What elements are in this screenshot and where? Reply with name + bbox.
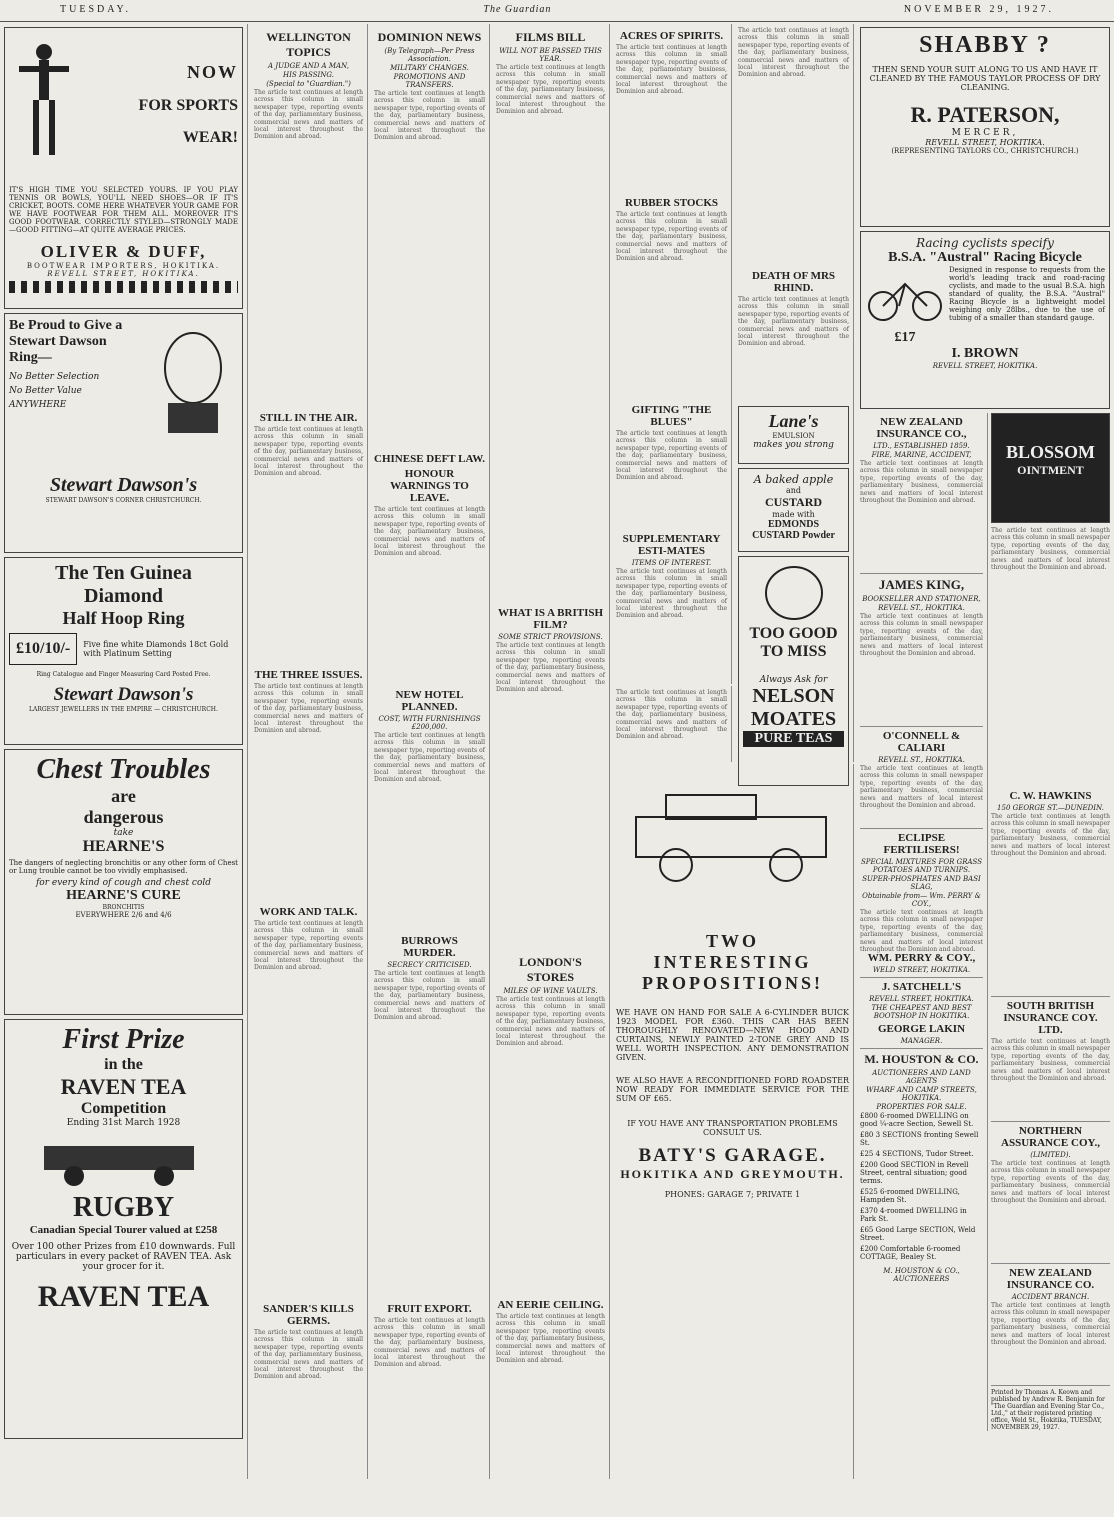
lakin-name: GEORGE LAKIN (877, 1023, 966, 1035)
oconnel-caliari: O'CONNELL & CALIARI (882, 730, 961, 754)
article-text: The article text continues at length across this column in small newspaper type, reporting events of the day, parliamentary business, commercial news and matters of local interest throughout the Dominion and abroad. (374, 732, 485, 784)
article-text: The article text continues at length across this column in small newspaper type, reporting events of the day, parliamentary business, commercial news and matters of local interest throughout the Dominion and abroad. (990, 527, 1110, 572)
masthead (0, 0, 1114, 22)
hawkins-addr: 150 GEORGE ST.—DUNEDIN. (997, 804, 1104, 812)
james-king-addr: REVELL ST., HOKITIKA. (878, 604, 965, 612)
shabby-title: SHABBY ? (919, 32, 1051, 58)
article-text: The article text continues at length across this column in small newspaper type, reporting events of the day, parliamentary business, commercial news and matters of local interest throughout the Dominion and abroad. (738, 296, 849, 348)
batys-transport: IF YOU HAVE ANY TRANSPORTATION PROBLEMS CONSULT US. (627, 1119, 838, 1137)
eclipse-sub3: Obtainable from— Wm. PERRY & COY., (862, 892, 981, 908)
eclipse-sub1: SPECIAL MIXTURES FOR GRASS POTATOES AND TURNIPS. (860, 858, 982, 874)
paterson-addr: REVELL STREET, HOKITIKA. (925, 138, 1045, 147)
divider (860, 828, 983, 829)
oliver-duff-firm: OLIVER & DUFF, (40, 242, 207, 261)
ornament-border (9, 281, 238, 293)
wellington-h2: STILL IN THE AIR. (259, 412, 358, 424)
perry-addr: WELD STREET, HOKITIKA. (872, 966, 971, 974)
guinea-title2: Diamond (84, 585, 163, 607)
property-item: £525 6-roomed DWELLING, Hampden St. (860, 1188, 960, 1204)
bsa-price: £17 (894, 330, 916, 345)
batys-interesting: INTERESTING (653, 952, 812, 972)
gifting-blues: GIFTING "THE BLUES" (631, 404, 712, 428)
hearne-sub: BRONCHITIS (102, 904, 145, 911)
eerie-ceiling: AN EERIE CEILING. (497, 1299, 604, 1311)
hearnes-ad (4, 749, 243, 1015)
hearne-are: are (111, 786, 136, 806)
london-sub: MILES OF WINE VAULTS. (503, 987, 598, 995)
wellington-sub2: HIS PASSING. (283, 71, 334, 79)
dominion-h7: SECRECY CRITICISED. (387, 961, 472, 969)
apple-line1: A baked apple (753, 473, 834, 486)
article-text: The article text continues at length across this column in small newspaper type, reporting events of the day, parliamentary business, commercial news and matters of local interest throughout the Dominion and abroad. (990, 1302, 1110, 1347)
pure-teas: PURE TEAS (743, 731, 844, 747)
apple-line5: EDMONDS CUSTARD Powder (752, 519, 835, 541)
apple-line2: and (785, 486, 802, 495)
paterson-rep: (REPRESENTING TAYLORS CO., CHRISTCHURCH.) (891, 147, 1079, 155)
northern-sub: (LIMITED). (1030, 1151, 1071, 1159)
shabby-body: THEN SEND YOUR SUIT ALONG TO US AND HAVE IT CLEANED BY THE FAMOUS TAYLOR PROCESS OF DRY CLEANING. (869, 65, 1101, 92)
paterson-name: R. PATERSON, (910, 102, 1060, 127)
raven-comp: Competition (80, 1100, 167, 1117)
article-text: The article text continues at length across this column in small newspaper type, reporting events of the day, parliamentary business, commercial news and matters of local interest throughout the Dominion and abroad. (254, 89, 363, 141)
article-text: The article text continues at length across this column in small newspaper type, reporting events of the day, parliamentary business, commercial news and matters of local interest throughout the Dominion and abroad. (990, 813, 1110, 858)
guinea-desc: Five fine white Diamonds 18ct Gold with Platinum Setting (83, 640, 229, 658)
rubber-stocks: RUBBER STOCKS (624, 197, 719, 209)
guinea-addr: LARGEST JEWELLERS IN THE EMPIRE — CHRISTCHURCH. (29, 706, 218, 713)
wellington-special: (Special to "Guardian.") (266, 80, 351, 88)
dominion-h2: CHINESE DEFT LAW. (374, 453, 485, 465)
bsa-body: Designed in response to requests from the world's leading track and road-racing cyclists, and made to the usual B.S.A. high standard of quality, the B.S.A. "Austral" Racing Bicycle is a lightweight model weighing only 28lbs., due to the use of tubing of a smaller than standard gauge. (949, 266, 1105, 322)
stewart-dawson-ring-ad (4, 313, 243, 553)
dominion-h5: COST, WITH FURNISHINGS £200,000. (378, 715, 481, 731)
raven-in: in the (104, 1056, 143, 1073)
stewart-note2: No Better Value (9, 386, 82, 396)
raven-first: First Prize (62, 1024, 185, 1055)
dominion-h8: FRUIT EXPORT. (387, 1303, 472, 1315)
oconnel-addr: REVELL ST., HOKITIKA. (878, 756, 965, 764)
blossom-ointment-ad (991, 413, 1110, 523)
wellington-topics-title: WELLINGTON TOPICS (266, 30, 351, 59)
london-stores-title: LONDON'S STORES (519, 955, 582, 984)
article-text: The article text continues at length across this column in small newspaper type, reporting events of the day, parliamentary business, commercial news and matters of local interest throughout the Dominion and abroad. (254, 426, 363, 478)
stewart-note3: ANYWHERE (9, 400, 67, 410)
dominion-sub2: MILITARY CHANGES. (390, 64, 469, 72)
column-2 (250, 24, 368, 1479)
article-text: The article text continues at length across this column in small newspaper type, reporting events of the day, parliamentary business, commercial news and matters of local interest throughout the Dominion and abroad. (990, 1038, 1110, 1083)
guinea-title3: Half Hoop Ring (62, 608, 185, 628)
property-item: £370 4-roomed DWELLING in Park St. (860, 1207, 967, 1223)
divider (991, 1121, 1110, 1122)
article-text: The article text continues at length across this column in small newspaper type, reporting events of the day, parliamentary business, commercial news and matters of local interest throughout the Dominion and abroad. (990, 1160, 1110, 1205)
eclipse-title: ECLIPSE FERTILISERS! (883, 832, 960, 856)
apple-line4: made with (772, 510, 815, 519)
satchell-name: J. SATCHELL'S (881, 981, 962, 993)
article-text: The article text continues at length across this column in small newspaper type, reporting events of the day, parliamentary business, commercial news and matters of local interest throughout the Dominion and abroad. (254, 920, 363, 972)
property-item: £65 Good Large SECTION, Weld Street. (860, 1226, 976, 1242)
houston-sub1: AUCTIONEERS AND LAND AGENTS (872, 1069, 971, 1085)
article-text: The article text continues at length across this column in small newspaper type, reporting events of the day, parliamentary business, commercial news and matters of local interest throughout the Dominion and abroad. (860, 460, 983, 505)
column-5 (612, 24, 732, 684)
property-item: £200 Good SECTION in Revell Street, central situation; good terms. (860, 1161, 969, 1185)
divider (991, 1385, 1110, 1386)
article-text: The article text continues at length across this column in small newspaper type, reporting events of the day, parliamentary business, commercial news and matters of local interest throughout the Dominion and abroad. (374, 1317, 485, 1369)
article-text: The article text continues at length across this column in small newspaper type, reporting events of the day, parliamentary business, commercial news and matters of local interest throughout the Dominion and abroad. (374, 506, 485, 558)
article-text: The article text continues at length across this column in small newspaper type, reporting events of the day, parliamentary business, commercial news and matters of local interest throughout the Dominion and abroad. (496, 642, 605, 694)
dominion-sub3: PROMOTIONS AND TRANSFERS. (393, 73, 466, 89)
column-7 (856, 24, 1114, 1479)
stewart-brand: Stewart Dawson's (49, 474, 198, 496)
guinea-brand: Stewart Dawson's (53, 684, 194, 705)
wellington-sub1: A JUDGE AND A MAN, (268, 62, 349, 70)
films-sub1: WILL NOT BE PASSED THIS YEAR. (499, 47, 602, 63)
column-3 (370, 24, 490, 1479)
nzins-title: NEW ZEALAND INSURANCE CO., (876, 416, 967, 440)
batys-propositions: PROPOSITIONS! (641, 973, 824, 993)
bsa-line2: B.S.A. "Austral" Racing Bicycle (888, 250, 1082, 265)
masthead-date: NOVEMBER 29, 1927. (903, 4, 1054, 15)
batys-phones: PHONES: GARAGE 7; PRIVATE 1 (664, 1190, 801, 1199)
eclipse-sub2: SUPER-PHOSPHATES AND BASI SLAG, (862, 875, 981, 891)
raven-canadian: Canadian Special Tourer valued at £258 (29, 1224, 218, 1236)
hearne-dangerous: dangerous (83, 807, 164, 827)
nzins-sub2: FIRE, MARINE, ACCIDENT, (871, 451, 972, 459)
column-4 (492, 24, 610, 1479)
article-text: The article text continues at length across this column in small newspaper type, reporting events of the day, parliamentary business, commercial news and matters of local interest throughout the Dominion and abroad. (254, 683, 363, 735)
oliver-duff-trade: BOOTWEAR IMPORTERS, HOKITIKA. (26, 262, 221, 270)
stewart-line3: Ring— (9, 350, 52, 365)
satchell-tag: THE CHEAPEST AND BEST BOOTSHOP IN HOKITIKA. (871, 1004, 972, 1020)
lanes-title: Lane's (768, 411, 819, 431)
always-ask: Always Ask for (759, 675, 828, 685)
sanders-heading: SANDER'S KILLS GERMS. (263, 1303, 354, 1327)
article-text: The article text continues at length across this column in small newspaper type, reporting events of the day, parliamentary business, commercial news and matters of local interest throughout the Dominion and abroad. (496, 996, 605, 1048)
houston-name: M. HOUSTON & CO. (864, 1052, 979, 1066)
masthead-paper: The Guardian (483, 4, 552, 15)
perry-name: WM. PERRY & COY., (867, 952, 976, 964)
blossom-title: BLOSSOM (1005, 442, 1095, 462)
article-text: The article text continues at length across this column in small newspaper type, reporting events of the day, parliamentary business, commercial news and matters of local interest throughout the Dominion and abroad. (616, 568, 727, 620)
column-1 (0, 24, 248, 1479)
raven-ending: Ending 31st March 1928 (66, 1118, 181, 1128)
lanes-tag: makes you strong (753, 440, 834, 450)
edmonds-custard-ad (738, 468, 849, 552)
houston-sub3: PROPERTIES FOR SALE. (876, 1103, 967, 1111)
batys-name: BATY'S GARAGE. (638, 1145, 827, 1166)
article-text: The article text continues at length across this column in small newspaper type, reporting events of the day, parliamentary business, commercial news and matters of local interest throughout the Dominion and abroad. (496, 1313, 605, 1365)
lakin-role: MANAGER. (900, 1037, 943, 1045)
bsa-line1: Racing cyclists specify (916, 236, 1054, 250)
guinea-footer: Ring Catalogue and Finger Measuring Card Posted Free. (36, 671, 211, 678)
oliver-duff-street: REVELL STREET, HOKITIKA. (47, 270, 200, 278)
items-interest: ITEMS OF INTEREST. (631, 559, 712, 567)
stewart-line1: Be Proud to Give a (9, 318, 123, 333)
satchell-addr: REVELL STREET, HOKITIKA. (869, 995, 974, 1003)
dominion-h6: BURROWS MURDER. (401, 935, 458, 959)
bicycle-illustration (865, 266, 945, 326)
wellington-h4: WORK AND TALK. (259, 906, 358, 918)
films-h2: WHAT IS A BRITISH FILM? (497, 607, 604, 631)
bsa-bicycle-ad (860, 231, 1110, 409)
shabby-ad (860, 27, 1110, 227)
stewart-note1: No Better Selection (9, 372, 100, 382)
raven-brand: RAVEN TEA (37, 1280, 210, 1313)
hearne-tag: for every kind of cough and chest cold (35, 878, 212, 888)
dominion-h4: NEW HOTEL PLANNED. (395, 689, 464, 713)
northern-title: NORTHERN ASSURANCE COY., (1001, 1125, 1100, 1149)
athlete-illustration (9, 32, 79, 182)
ten-guinea-ring-ad (4, 557, 243, 745)
stewart-addr: STEWART DAWSON'S CORNER CHRISTCHURCH. (45, 497, 202, 504)
divider (860, 726, 983, 727)
hearne-everywhere: EVERYWHERE 2/6 and 4/6 (75, 911, 172, 919)
bsa-addr: REVELL STREET, HOKITIKA. (932, 362, 1038, 370)
article-text: The article text continues at length across this column in small newspaper type, reporting events of the day, parliamentary business, commercial news and matters of local interest throughout the Dominion and abroad. (254, 1329, 363, 1381)
property-item: £25 4 SECTIONS, Tudor Street. (860, 1150, 974, 1158)
lanes-emulsion-ad (738, 406, 849, 464)
stewart-line2: Stewart Dawson (9, 334, 107, 349)
sports-line1: NOW (187, 62, 238, 82)
films-bill-title: FILMS BILL (515, 30, 586, 44)
death-mrs-rhind: DEATH OF MRS RHIND. (751, 270, 836, 294)
batys-body2: WE ALSO HAVE A RECONDITIONED FORD ROADSTER NOW READY FOR IMMEDIATE SERVICE FOR THE SUM OF £65. (616, 1076, 849, 1103)
batys-garage-ad (612, 764, 854, 1479)
divider (860, 573, 983, 574)
batys-body1: WE HAVE ON HAND FOR SALE A 6-CYLINDER BUICK 1923 MODEL FOR £360. THIS CAR HAS BEEN THOROUGHLY RENOVATED—NEW HOOD AND CURTAINS, NEWLY PAINTED 2-TONE GREY AND IS WELL WORTH INSPECTION. ANY DEMONSTRATION GIVEN. (616, 1008, 849, 1062)
houston-sub2: WHARF AND CAMP STREETS, HOKITIKA. (866, 1086, 977, 1102)
article-text: The article text continues at length across this column in small newspaper type, reporting events of the day, parliamentary business, commercial news and matters of local interest throughout the Dominion and abroad. (860, 765, 983, 810)
james-king-trade: BOOKSELLER AND STATIONER, (862, 595, 981, 603)
hawkins-name: C. W. HAWKINS (1009, 790, 1092, 802)
article-text: The article text continues at length across this column in small newspaper type, reporting events of the day, parliamentary business, commercial news and matters of local interest throughout the Dominion and abroad. (738, 27, 849, 79)
divider (860, 1048, 983, 1049)
property-item: £200 Comfortable 6-roomed COTTAGE, Bealey St. (860, 1245, 961, 1261)
bsa-brown: I. BROWN (951, 346, 1019, 361)
nelson-moates: NELSON MOATES (750, 685, 837, 730)
hearne-take: take (113, 828, 134, 838)
apple-line3: CUSTARD (764, 495, 823, 509)
nzacc-sub: ACCIDENT BRANCH. (1011, 1293, 1090, 1301)
dominion-h3: HONOUR WARNINGS TO LEAVE. (390, 468, 469, 504)
batys-two: TWO (705, 931, 759, 951)
divider (991, 996, 1110, 997)
property-item: £800 6-roomed DWELLING on good ¼-acre Section, Sewell St. (860, 1112, 974, 1128)
article-text: The article text continues at length across this column in small newspaper type, reporting events of the day, parliamentary business, commercial news and matters of local interest throughout the Dominion and abroad. (616, 689, 727, 741)
hearne-body: The dangers of neglecting bronchitis or any other form of Chest or Lung trouble cannot be too vividly emphasised. (9, 859, 238, 875)
column-5-lower (612, 686, 732, 762)
property-item: £80 3 SECTIONS fronting Sewell St. (860, 1131, 979, 1147)
dominion-sub1: (By Telegraph—Per Press Association. (384, 47, 475, 63)
james-king: JAMES KING, (878, 577, 965, 592)
sbi-title: SOUTH BRITISH INSURANCE COY. LTD. (1003, 1000, 1098, 1036)
divider (991, 1263, 1110, 1264)
car-illustration (616, 767, 846, 907)
masthead-day: TUESDAY. (60, 4, 131, 15)
face-illustration (744, 561, 844, 621)
blossom-sub: OINTMENT (1017, 463, 1084, 477)
column-6 (734, 24, 854, 762)
to-miss: TO MISS (760, 643, 827, 660)
sports-line2: FOR SPORTS (138, 97, 238, 114)
raven-name: RAVEN TEA (60, 1074, 187, 1099)
article-text: The article text continues at length across this column in small newspaper type, reporting events of the day, parliamentary business, commercial news and matters of local interest throughout the Dominion and abroad. (860, 613, 983, 658)
nzins-sub1: LTD., ESTABLISHED 1859. (873, 442, 970, 450)
houston-footer: M. HOUSTON & CO., AUCTIONEERS (883, 1267, 960, 1283)
raven-rugby: RUGBY (72, 1192, 175, 1223)
supplementary-estimates: SUPPLEMENTARY ESTI-MATES (622, 533, 721, 557)
sports-line3: WEAR! (182, 129, 238, 146)
hearne-title: Chest Troubles (36, 754, 211, 785)
article-text: The article text continues at length across this column in small newspaper type, reporting events of the day, parliamentary business, commercial news and matters of local interest throughout the Dominion and abroad. (374, 970, 485, 1022)
nelson-moates-ad (738, 556, 849, 786)
too-good: TOO GOOD (749, 625, 838, 642)
sports-ad (4, 27, 243, 309)
article-text: The article text continues at length across this column in small newspaper type, reporting events of the day, parliamentary business, commercial news and matters of local interest throughout the Dominion and abroad. (860, 909, 983, 954)
dominion-news-title: DOMINION NEWS (377, 30, 482, 44)
hearne-name: HEARNE'S (82, 838, 165, 855)
gentleman-portrait (148, 318, 238, 438)
printer-imprint: Printed by Thomas A. Keown and published by Andrew R. Benjamin for "The Guardian and Evening Star Co., Ltd.," at their registered printing office, Weld St., Hokitika, TUESDAY, NOVEMBER 29, 1927. (990, 1389, 1105, 1431)
guinea-title: The Ten Guinea (55, 562, 192, 584)
acres-spirits: ACRES OF SPIRITS. (619, 30, 724, 42)
sports-body: IT'S HIGH TIME YOU SELECTED YOURS. IF YOU PLAY TENNIS OR BOWLS, YOU'LL NEED SHOES—OR IF IT'S CRICKET, BOOTS. COME HERE WHATEVER YOUR GAME FOR WE HAVE FOOTWEAR FOR THEM ALL. MOREOVER IT'S GOOD FOOTWEAR. CORRECTLY STYLED—STRONGLY MADE—GOOD FITTING—AT QUITE AVERAGE PRICES. (9, 186, 238, 234)
hearne-brand: HEARNE'S CURE (66, 888, 181, 903)
divider (860, 977, 983, 978)
guinea-price: £10/10/- (9, 633, 77, 665)
paterson-mercer: MERCER, (951, 128, 1019, 138)
films-h3: SOME STRICT PROVISIONS. (498, 633, 603, 641)
article-text: The article text continues at length across this column in small newspaper type, reporting events of the day, parliamentary business, commercial news and matters of local interest throughout the Dominion and abroad. (616, 44, 727, 96)
nzacc-title: NEW ZEALAND INSURANCE CO. (1006, 1267, 1095, 1291)
batys-where: HOKITIKA AND GREYMOUTH. (620, 1167, 845, 1181)
raven-over: Over 100 other Prizes from £10 downwards. Full particulars in every packet of RAVEN TEA. Ask your grocer for it. (11, 1242, 236, 1272)
article-text: The article text continues at length across this column in small newspaper type, reporting events of the day, parliamentary business, commercial news and matters of local interest throughout the Dominion and abroad. (374, 90, 485, 142)
article-text: The article text continues at length across this column in small newspaper type, reporting events of the day, parliamentary business, commercial news and matters of local interest throughout the Dominion and abroad. (496, 64, 605, 116)
article-text: The article text continues at length across this column in small newspaper type, reporting events of the day, parliamentary business, commercial news and matters of local interest throughout the Dominion and abroad. (616, 430, 727, 482)
article-text: The article text continues at length across this column in small newspaper type, reporting events of the day, parliamentary business, commercial news and matters of local interest throughout the Dominion and abroad. (616, 211, 727, 263)
car-illustration (24, 1128, 224, 1188)
raven-tea-ad (4, 1019, 243, 1439)
lanes-sub: EMULSION (772, 432, 815, 440)
wellington-h3: THE THREE ISSUES. (254, 669, 363, 681)
